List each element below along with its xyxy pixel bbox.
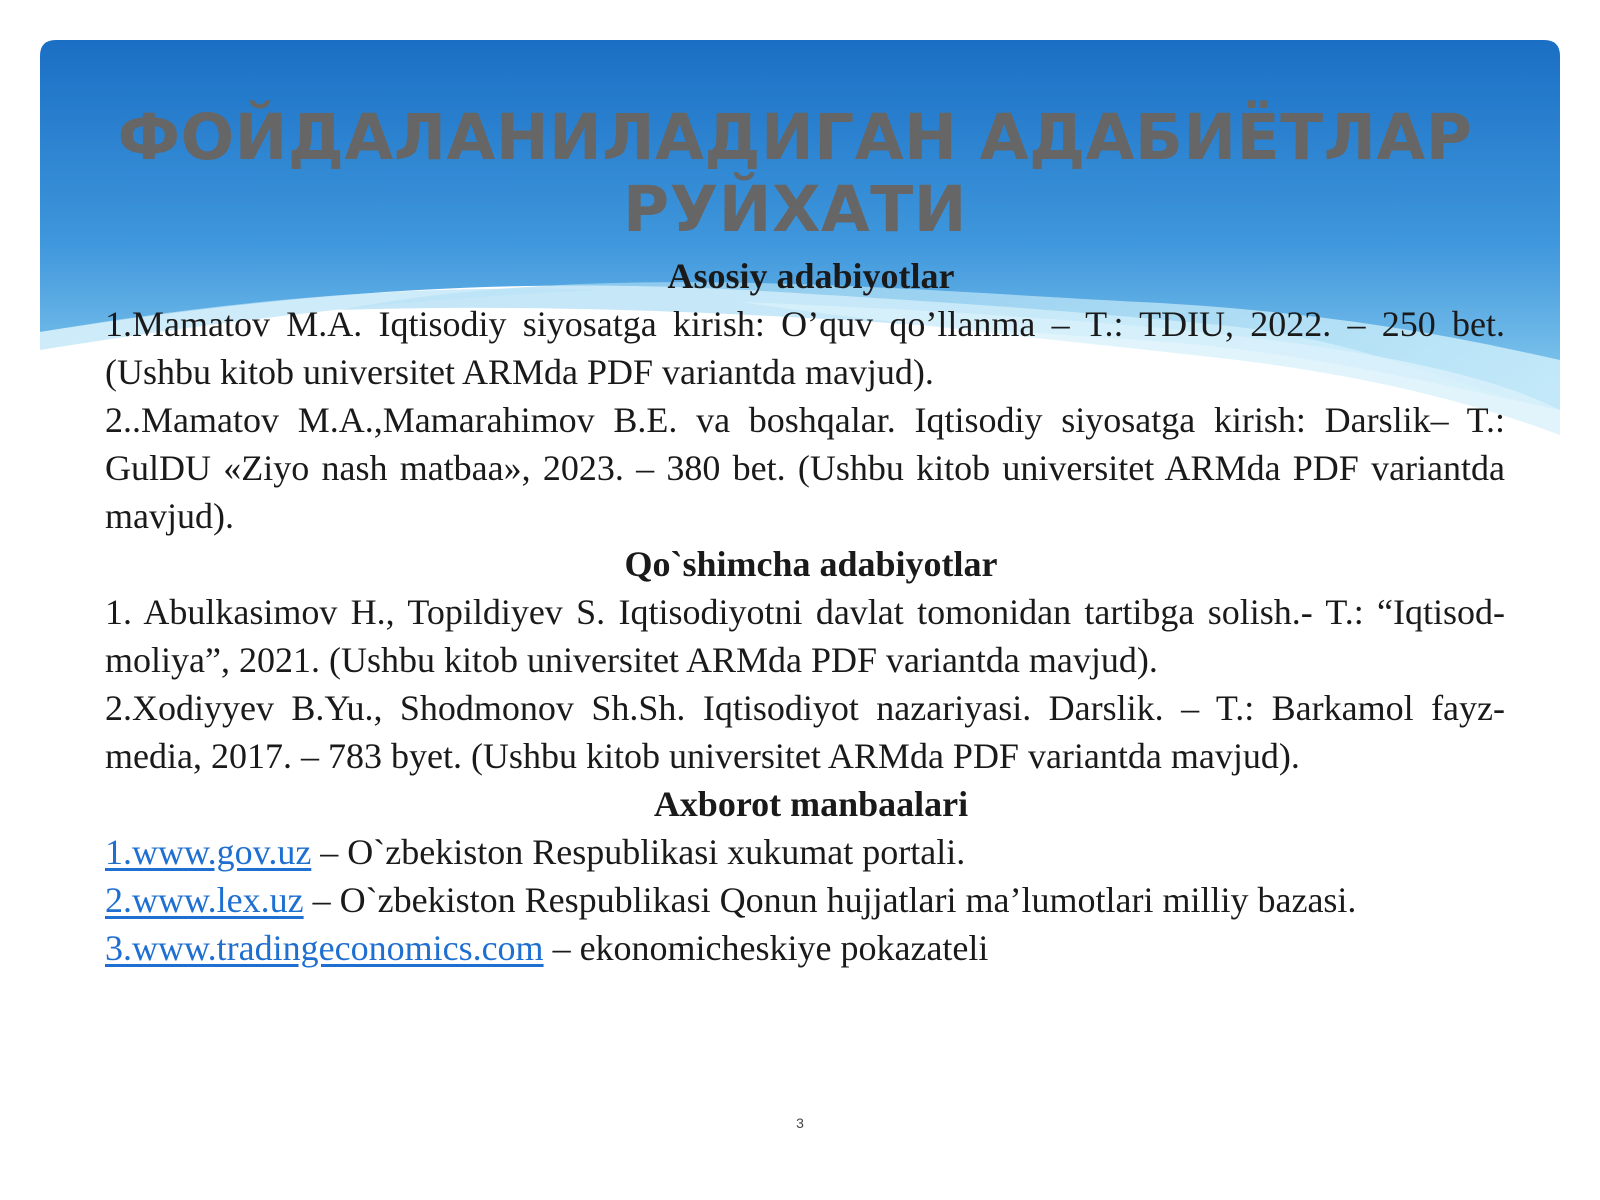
slide-title <box>110 102 1480 246</box>
source-description: – ekonomicheskiye pokazateli <box>543 928 989 968</box>
main-literature-heading: Asosiy adabiyotlar <box>667 256 955 296</box>
source-item-3 <box>105 924 1505 972</box>
main-literature-item-2: 2..Mamatov M.A.,Mamarahimov B.E. va boshqalar. Iqtisodiy siyosatga kirish: Darslik– T.: GulDU «Ziyo nash matbaa», 2023. – 380 bet. (Ushbu kitob universitet ARMda PDF variantda mavjud). <box>105 400 1505 536</box>
additional-literature-item-1: 1. Abulkasimov H., Topildiyev S. Iqtisodiyotni davlat tomonidan tartibga solish.- T.: “Iqtisod-moliya”, 2021. (Ushbu kitob universitet ARMda PDF variantda mavjud). <box>105 592 1505 680</box>
additional-literature-item-2: 2.Xodiyyev B.Yu., Shodmonov Sh.Sh. Iqtisodiyot nazariyasi. Darslik. – T.: Barkamol fayz- media, 2017. – 783 byet. (Ushbu kitob universitet ARMda PDF variantda mavjud). <box>105 688 1505 776</box>
source-item-2 <box>105 876 1505 924</box>
source-link-gov-uz[interactable]: 1.www.gov.uz <box>105 832 312 872</box>
main-literature-item-1: 1.Mamatov M.A. Iqtisodiy siyosatga kirish: O’quv qo’llanma – T.: TDIU, 2022. – 250 bet. (Ushbu kitob universitet ARMda PDF variantda mavjud). <box>105 304 1505 392</box>
source-link-lex-uz[interactable]: 2.www.lex.uz <box>105 880 304 920</box>
source-description: – O`zbekiston Respublikasi xukumat portali. <box>311 832 966 872</box>
references-content <box>105 252 1505 972</box>
title-line-1: ФОЙДАЛАНИЛАДИГАН АДАБИЁТЛАР <box>117 101 1473 174</box>
information-sources-heading: Axborot manbaalari <box>653 784 969 824</box>
source-item-1 <box>105 828 1505 876</box>
page-number: 3 <box>796 1115 804 1131</box>
source-description: – O`zbekiston Respublikasi Qonun hujjatlari ma’lumotlari milliy bazasi. <box>303 880 1357 920</box>
source-link-tradingeconomics[interactable]: 3.www.tradingeconomics.com <box>105 928 544 968</box>
title-line-2: РУЙХАТИ <box>622 173 967 246</box>
additional-literature-heading: Qo`shimcha adabiyotlar <box>624 544 998 584</box>
